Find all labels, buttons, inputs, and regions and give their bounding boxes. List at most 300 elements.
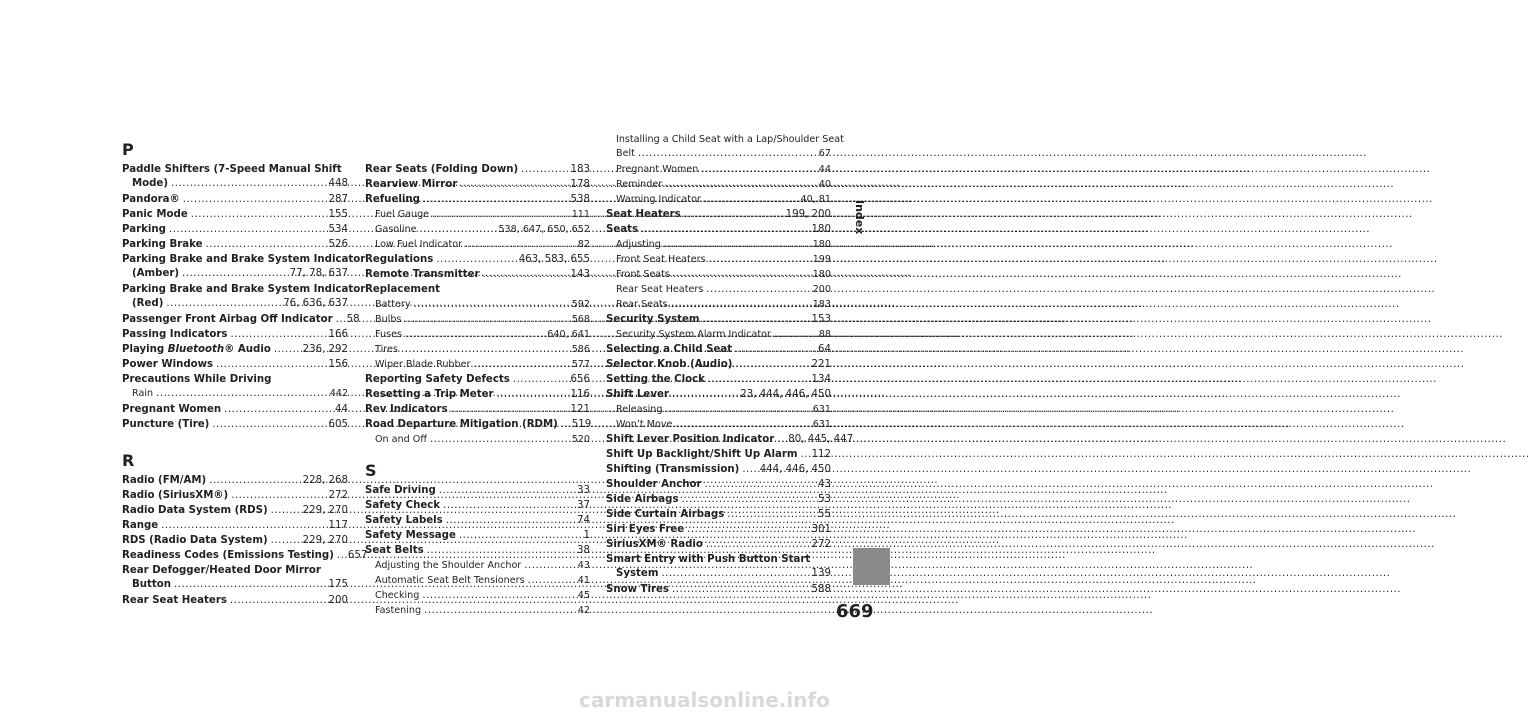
index-entry[interactable] [365, 499, 590, 513]
index-entry[interactable] [122, 193, 348, 207]
entry-line [606, 478, 831, 492]
entry-line [606, 538, 831, 552]
dot-leader [665, 403, 809, 417]
entry-term-cont: (Red) [132, 298, 164, 309]
dot-leader [401, 343, 569, 357]
index-subentry[interactable] [365, 223, 590, 237]
entry-term: Readiness Codes (Emissions Testing) [122, 550, 334, 561]
entry-line [606, 523, 831, 537]
dot-leader [742, 463, 756, 477]
dot-leader [423, 193, 568, 207]
subentry-term: Wiper Blade Rubber [375, 359, 471, 370]
index-subentry[interactable] [365, 604, 590, 618]
subentry-term: Reminder [616, 179, 663, 190]
dot-leader [439, 484, 574, 498]
entry-line [365, 253, 590, 267]
index-entry[interactable] [606, 448, 831, 462]
entry-line [365, 358, 590, 372]
index-subentry[interactable] [606, 238, 831, 252]
dot-leader [414, 298, 569, 312]
index-entry [122, 373, 348, 387]
index-entry[interactable] [122, 519, 348, 533]
entry-pages: 221 [811, 359, 831, 370]
entry-line [606, 223, 831, 237]
entry-term: Radio (FM/AM) [122, 475, 207, 486]
dot-leader [430, 433, 569, 447]
index-entry[interactable] [606, 523, 831, 537]
index-entry[interactable] [606, 208, 831, 222]
dot-leader [561, 418, 569, 432]
index-entry[interactable] [365, 193, 590, 207]
entry-line [606, 268, 831, 282]
entry-line [606, 403, 831, 417]
entry-term: Rear Seat Heaters [122, 595, 227, 606]
dot-leader [451, 403, 568, 417]
entry-line [365, 208, 590, 222]
entry-pages: 74 [577, 515, 590, 526]
entry-line [365, 433, 590, 447]
subentry-term: Installing a Child Seat with a Lap/Shoulder Seat [616, 134, 844, 145]
dot-leader [735, 343, 815, 357]
subentry-term: Bulbs [375, 314, 402, 325]
entry-term: Precautions While Driving [122, 374, 272, 385]
dot-leader [665, 178, 816, 192]
entry-line [365, 529, 590, 543]
index-subentry[interactable] [606, 253, 831, 267]
index-subentry[interactable] [365, 574, 590, 588]
section-letter-p: P [122, 140, 134, 159]
entry-term: Radio (SiriusXM®) [122, 490, 229, 501]
entry-pages: 143 [570, 269, 590, 280]
subentry-term: Warning Indicator [616, 194, 701, 205]
entry-line [365, 544, 590, 558]
subentry-term: Gasoline [375, 224, 417, 235]
entry-pages: 134 [811, 374, 831, 385]
subentry-term: Adjusting [616, 239, 661, 250]
entry-term: Playing [122, 344, 168, 355]
entry-pages: 444, 446, 450 [759, 464, 831, 475]
index-entry[interactable] [606, 373, 831, 387]
entry-pages: 111 [571, 209, 590, 220]
entry-term: Parking Brake [122, 239, 203, 250]
index-entry[interactable] [606, 508, 831, 522]
dot-leader [701, 163, 815, 177]
dot-leader [404, 313, 568, 327]
index-entry[interactable] [122, 564, 348, 592]
dot-leader [727, 508, 815, 522]
entry-pages: 519 [571, 419, 592, 430]
index-subentry[interactable] [606, 328, 831, 342]
index-entry[interactable] [365, 253, 590, 267]
subentry-term: Releasing [616, 404, 663, 415]
subentry-term: Front Seat Heaters [616, 254, 706, 265]
entry-term: Road Departure Mitigation (RDM) [365, 419, 558, 430]
entry-pages: 153 [811, 314, 831, 325]
subentry-term: Won’t Move [616, 419, 673, 430]
dot-leader [671, 298, 810, 312]
dot-leader [706, 538, 809, 552]
dot-leader [675, 418, 809, 432]
entry-term: Puncture (Tire) [122, 419, 210, 430]
entry-term: Security System [606, 314, 700, 325]
index-subentry[interactable] [606, 193, 831, 207]
entry-pages: 112 [811, 449, 832, 460]
entry-pages: 229, 270 [302, 535, 348, 546]
index-entry[interactable] [606, 463, 831, 477]
entry-pages: 301 [811, 524, 831, 535]
index-entry[interactable] [365, 418, 590, 432]
entry-term: Parking [122, 224, 166, 235]
dot-leader [513, 373, 568, 387]
entry-pages: 178 [570, 179, 590, 190]
entry-pages: 199, 200 [785, 209, 831, 220]
index-subentry[interactable] [606, 133, 844, 161]
entry-pages: 166 [328, 329, 348, 340]
entry-term: Shift Up Backlight/Shift Up Alarm [606, 449, 798, 460]
entry-pages: 640, 641 [547, 329, 590, 340]
entry-term: Pandora® [122, 194, 180, 205]
entry-pages: 463, 583, 655 [518, 254, 590, 265]
dot-leader [446, 514, 574, 528]
index-entry[interactable] [606, 493, 831, 507]
entry-pages: 23, 444, 446, 450 [740, 389, 831, 400]
entry-term-suffix: ® Audio [224, 344, 271, 355]
index-entry[interactable] [122, 238, 348, 252]
index-entry[interactable] [122, 328, 348, 342]
entry-pages: 121 [570, 404, 590, 415]
entry-line [606, 567, 831, 581]
index-subentry[interactable] [606, 178, 831, 192]
entry-pages: 44 [335, 404, 348, 415]
index-subentry[interactable] [122, 387, 348, 401]
index-entry[interactable] [606, 388, 831, 402]
dot-leader [497, 388, 568, 402]
index-entry[interactable] [122, 504, 348, 518]
entry-line [606, 358, 831, 372]
index-entry[interactable] [365, 373, 590, 387]
section-letter-s: S [365, 461, 377, 480]
index-subentry[interactable] [365, 313, 590, 327]
index-subentry[interactable] [365, 589, 590, 603]
entry-term: Reporting Safety Defects [365, 374, 510, 385]
entry-pages: 272 [811, 539, 831, 550]
subentry-term: Automatic Seat Belt Tensioners [375, 575, 525, 586]
entry-line [606, 283, 831, 297]
entry-pages: 67 [818, 148, 831, 159]
entry-term: Refueling [365, 194, 420, 205]
index-entry[interactable] [122, 489, 348, 503]
entry-term: Safety Check [365, 500, 441, 511]
dot-leader [465, 238, 575, 252]
entry-pages: 180 [811, 224, 831, 235]
index-entry[interactable] [122, 223, 348, 237]
index-entry [365, 283, 590, 297]
entry-line [606, 253, 831, 267]
entry-pages: 44 [818, 164, 831, 175]
entry-line [606, 208, 831, 222]
index-subentry[interactable] [606, 283, 831, 297]
entry-line [365, 574, 590, 588]
entry-term: Siri Eyes Free [606, 524, 685, 535]
entry-line [365, 604, 590, 618]
subentry-term: Fuses [375, 329, 402, 340]
entry-pages: 55 [818, 509, 831, 520]
index-subentry[interactable] [606, 268, 831, 282]
index-entry[interactable] [365, 544, 590, 558]
entry-term: Seats [606, 224, 639, 235]
entry-line [365, 313, 590, 327]
dot-leader [673, 268, 810, 282]
index-entry[interactable] [365, 388, 590, 402]
dot-leader [735, 358, 808, 372]
index-entry[interactable] [122, 253, 366, 281]
entry-pages: 156 [328, 359, 348, 370]
entry-pages: 42 [577, 605, 590, 616]
index-entry[interactable] [606, 583, 831, 597]
entry-pages: 448 [328, 178, 348, 189]
index-subentry[interactable] [365, 559, 590, 573]
index-entry[interactable] [365, 514, 590, 528]
subentry-term: Adjusting the Shoulder Anchor [375, 560, 522, 571]
dot-leader [774, 328, 816, 342]
entry-line [365, 514, 590, 528]
index-entry[interactable] [122, 163, 348, 191]
entry-term: Resetting a Trip Meter [365, 389, 494, 400]
entry-pages: 180 [812, 269, 831, 280]
entry-line [365, 559, 590, 573]
index-entry[interactable] [606, 433, 854, 447]
entry-pages: 534 [328, 224, 348, 235]
index-entry[interactable] [606, 538, 831, 552]
index-entry[interactable] [122, 594, 348, 608]
index-entry[interactable] [122, 418, 348, 432]
entry-line [606, 583, 831, 597]
entry-term: Rear Seats (Folding Down) [365, 164, 519, 175]
entry-pages: 82 [577, 239, 590, 250]
entry-term: Remote Transmitter [365, 269, 480, 280]
entry-term: Setting the Clock [606, 374, 705, 385]
index-entry[interactable] [606, 223, 831, 237]
entry-pages: 43 [577, 560, 590, 571]
entry-line [606, 178, 831, 192]
index-entry[interactable] [122, 403, 348, 417]
entry-line [606, 193, 831, 207]
entry-line [365, 298, 590, 312]
index-entry[interactable] [122, 549, 368, 563]
index-entry[interactable] [365, 403, 590, 417]
side-tab-label: Index [853, 200, 866, 235]
dot-leader [672, 583, 809, 597]
entry-term: Power Windows [122, 359, 214, 370]
entry-line [606, 328, 831, 342]
entry-term: Selector Knob (Audio) [606, 359, 733, 370]
entry-term: Shoulder Anchor [606, 479, 702, 490]
entry-pages: 77, 78, 637 [289, 268, 348, 279]
index-subentry[interactable] [365, 343, 590, 357]
dot-leader [706, 283, 809, 297]
entry-pages: 33 [577, 485, 590, 496]
entry-line [365, 499, 590, 513]
index-subentry[interactable] [606, 163, 831, 177]
subentry-term: Fuel Gauge [375, 209, 430, 220]
dot-leader [521, 163, 567, 177]
entry-term-cont: Mode) [132, 178, 168, 189]
entry-pages: 116 [570, 389, 590, 400]
entry-term: Shifting (Transmission) [606, 464, 740, 475]
entry-pages: 538 [570, 194, 590, 205]
entry-line [365, 223, 590, 237]
subentry-term: Pregnant Women [616, 164, 699, 175]
entry-line [365, 163, 590, 177]
index-entry[interactable] [122, 313, 360, 327]
index-subentry[interactable] [365, 328, 590, 342]
entry-line [606, 238, 831, 252]
entry-pages: 58 [346, 314, 360, 325]
entry-pages: 1 [583, 530, 590, 541]
subentry-term: Front Seats [616, 269, 670, 280]
dot-leader [704, 193, 798, 207]
index-subentry[interactable] [365, 298, 590, 312]
entry-line [365, 268, 590, 282]
entry-pages: 577 [571, 359, 590, 370]
entry-line [365, 484, 590, 498]
entry-term: Paddle Shifters (7-Speed Manual Shift [122, 164, 342, 175]
dot-leader [687, 523, 808, 537]
index-entry[interactable] [606, 313, 831, 327]
index-entry[interactable] [122, 343, 348, 357]
entry-line [365, 403, 590, 417]
entry-term: Rearview Mirror [365, 179, 458, 190]
entry-line [606, 508, 831, 522]
index-entry[interactable] [122, 283, 366, 311]
subentry-term: Rain [132, 388, 154, 399]
entry-term: Shift Lever Position Indicator [606, 434, 775, 445]
dot-leader [424, 604, 575, 618]
index-subentry[interactable] [606, 298, 831, 312]
entry-line [606, 163, 831, 177]
entry-pages: 139 [811, 568, 831, 579]
dot-leader [661, 567, 808, 581]
entry-term-cont: (Amber) [132, 268, 180, 279]
subentry-term: Security System Alarm Indicator [616, 329, 771, 340]
subentry-term: Low Fuel Indicator [375, 239, 463, 250]
index-subentry[interactable] [365, 358, 590, 372]
subentry-term: Checking [375, 590, 420, 601]
dot-leader [801, 448, 809, 462]
entry-pages: 520 [571, 434, 590, 445]
entry-line [365, 388, 590, 402]
entry-pages: 568 [571, 314, 590, 325]
index-entry[interactable] [122, 534, 348, 548]
entry-term: Side Curtain Airbags [606, 509, 725, 520]
entry-line [365, 589, 590, 603]
entry-line [365, 328, 590, 342]
entry-term: Range [122, 520, 159, 531]
index-entry[interactable] [365, 529, 590, 543]
entry-line [606, 553, 831, 567]
index-subentry[interactable] [365, 208, 590, 222]
entry-pages: 526 [328, 239, 348, 250]
index-entry[interactable] [606, 553, 831, 581]
entry-line [606, 433, 854, 447]
entry-pages: 592 [571, 299, 590, 310]
index-entry[interactable] [365, 163, 590, 177]
index-entry[interactable] [122, 358, 348, 372]
subentry-term: On and Off [375, 434, 427, 445]
index-entry[interactable] [365, 268, 590, 282]
entry-line [365, 283, 590, 297]
entry-line [365, 373, 590, 387]
entry-line [606, 298, 831, 312]
subentry-term: Rear Seats [616, 299, 668, 310]
entry-term: Safety Message [365, 530, 456, 541]
entry-line [365, 238, 590, 252]
entry-pages: 117 [328, 520, 348, 531]
entry-pages: 287 [328, 194, 348, 205]
dot-leader [638, 147, 816, 161]
entry-pages: 40 [818, 179, 831, 190]
entry-term: Passing Indicators [122, 329, 228, 340]
dot-leader [708, 373, 809, 387]
index-subentry[interactable] [365, 238, 590, 252]
entry-term: SiriusXM® Radio [606, 539, 703, 550]
entry-pages: 155 [328, 209, 348, 220]
index-subentry[interactable] [365, 433, 590, 447]
entry-line [365, 178, 590, 192]
index-entry[interactable] [606, 358, 831, 372]
entry-term: Seat Heaters [606, 209, 681, 220]
dot-leader [528, 574, 575, 588]
index-entry[interactable] [606, 343, 831, 357]
entry-line [365, 418, 590, 432]
entry-pages: 605 [328, 419, 348, 430]
entry-pages: 53 [818, 494, 831, 505]
entry-term: Shift Lever [606, 389, 669, 400]
entry-line [365, 193, 590, 207]
index-entry[interactable] [606, 478, 831, 492]
index-tab-marker [853, 548, 890, 585]
index-subentry[interactable] [606, 403, 831, 417]
entry-pages: 228, 268 [302, 475, 348, 486]
entry-term: Pregnant Women [122, 404, 222, 415]
entry-pages: 200 [328, 595, 348, 606]
entry-pages: 38 [577, 545, 590, 556]
entry-line [606, 373, 831, 387]
entry-pages: 538, 647, 650, 652 [498, 224, 590, 235]
entry-pages: 586 [571, 344, 590, 355]
entry-pages: 37 [577, 500, 590, 511]
index-entry[interactable] [365, 178, 590, 192]
dot-leader [672, 388, 737, 402]
entry-term: Selecting a Child Seat [606, 344, 733, 355]
index-entry[interactable] [122, 474, 348, 488]
entry-pages: 40, 81 [800, 194, 831, 205]
entry-pages: 229, 270 [302, 505, 348, 516]
index-entry[interactable] [365, 484, 590, 498]
entry-term: Radio Data System (RDS) [122, 505, 268, 516]
entry-pages: 88 [818, 329, 831, 340]
entry-line [606, 343, 831, 357]
entry-pages: 272 [328, 490, 348, 501]
entry-term: Replacement [365, 284, 441, 295]
index-entry[interactable] [122, 208, 348, 222]
entry-pages: 183 [570, 164, 590, 175]
index-subentry[interactable] [606, 418, 831, 432]
entry-line [606, 388, 831, 402]
entry-line [365, 343, 590, 357]
entry-term: Safe Driving [365, 485, 436, 496]
dot-leader [684, 208, 783, 222]
